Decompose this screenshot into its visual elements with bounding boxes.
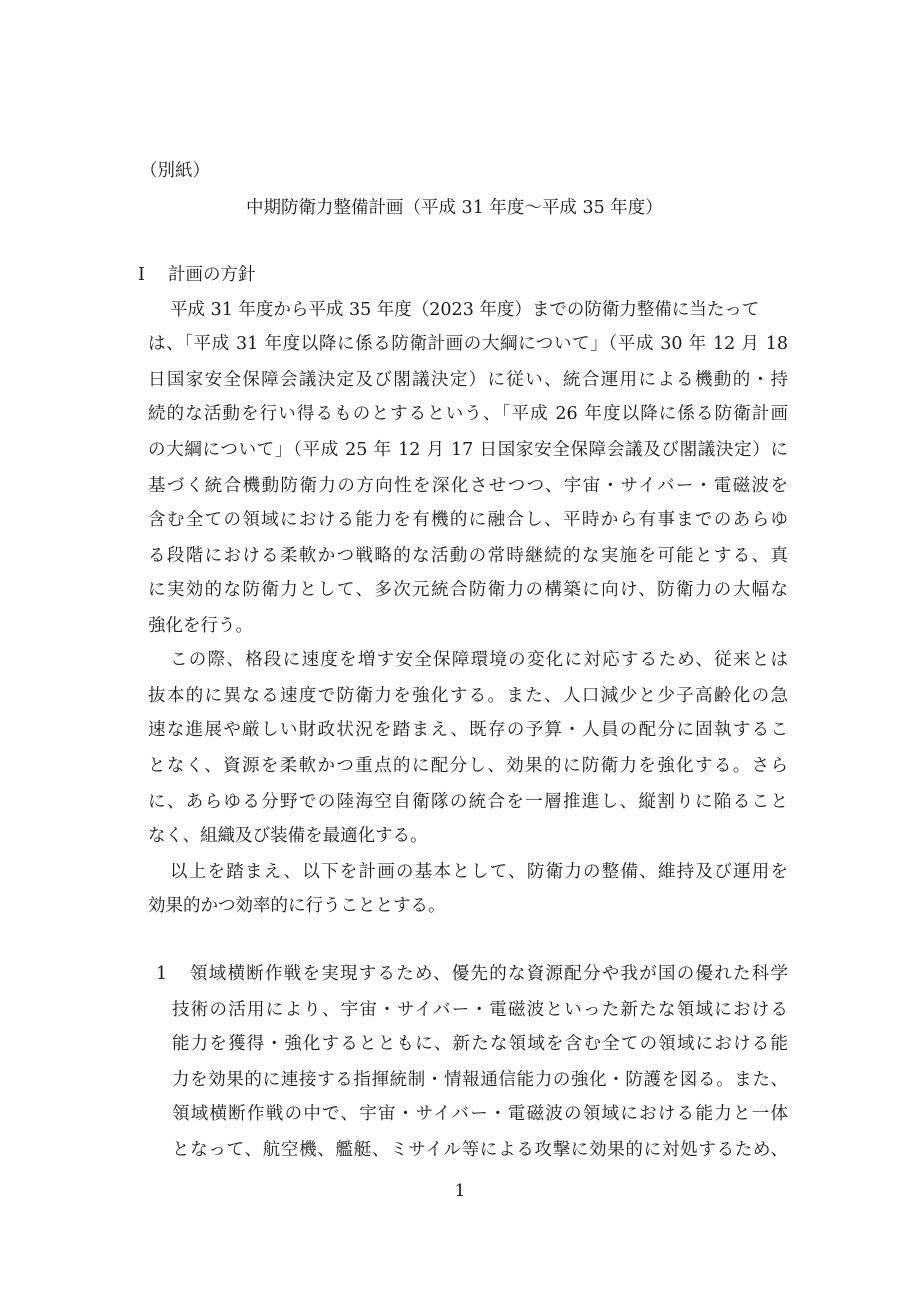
paragraph-2-line-4: となく、資源を柔軟かつ重点的に配分し、効果的に防衛力を強化する。さら [148,756,788,776]
paragraph-1-line-9: に実効的な防衛力として、多次元統合防衛力の構築に向け、防衛力の大幅な [148,580,788,600]
item-1-line-1: 領域横断作戦を実現するため、優先的な資源配分や我が国の優れた科学 [190,964,788,984]
paragraph-1-line-4: 続的な活動を行い得るものとするという、「平成 26 年度以降に係る防衛計画 [148,404,788,424]
paragraph-3-line-1: 以上を踏まえ、以下を計画の基本として、防衛力の整備、維持及び運用を [170,862,788,882]
paragraph-1-line-3: 日国家安全保障会議決定及び閣議決定）に従い、統合運用による機動的・持 [148,370,788,390]
paragraph-1-line-1: 平成 31 年度から平成 35 年度（2023 年度）までの防衛力整備に当たって [170,300,760,320]
item-1-line-4: 力を効果的に連接する指揮統制・情報通信能力の強化・防護を図る。また、 [172,1070,788,1090]
section-heading [138,267,256,285]
item-1-line-3: 能力を獲得・強化するとともに、新たな領域を含む全ての領域における能 [172,1034,788,1054]
paragraph-2-line-2: 抜本的に異なる速度で防衛力を強化する。また、人口減少と少子高齢化の急 [148,686,788,706]
page-number: 1 [454,1181,466,1201]
document-title: 中期防衛力整備計画（平成 31 年度～平成 35 年度） [246,198,663,218]
paragraph-1-line-10: 強化を行う。 [148,616,253,636]
item-1-line-5: 領域横断作戦の中で、宇宙・サイバー・電磁波の領域における能力と一体 [172,1104,788,1124]
item-1-number: 1 [156,964,168,984]
paragraph-3-line-2: 効果的かつ効率的に行うこととする。 [148,896,446,916]
paragraph-1-line-8: る段階における柔軟かつ戦略的な活動の常時継続的な実施を可能とする、真 [148,546,788,566]
paragraph-2-line-3: 速な進展や厳しい財政状況を踏まえ、既存の予算・人員の配分に固執するこ [148,720,788,740]
paragraph-2-line-1: この際、格段に速度を増す安全保障環境の変化に対応するため、従来とは [170,650,788,670]
section-label: 計画の方針 [168,265,256,285]
paragraph-1-line-2: は、「平成 31 年度以降に係る防衛計画の大綱について」（平成 30 年 12 月 18 [148,334,788,354]
attachment-label: （別紙） [140,161,210,181]
paragraph-1-line-5: の大綱について」（平成 25 年 12 月 17 日国家安全保障会議及び閣議決定）に [148,440,788,460]
item-1-line-2: 技術の活用により、宇宙・サイバー・電磁波といった新たな領域における [172,1000,788,1020]
item-1-line-6: となって、航空機、艦艇、ミサイル等による攻撃に効果的に対処するため、 [172,1140,788,1160]
paragraph-1-line-7: 含む全ての領域における能力を有機的に融合し、平時から有事までのあらゆ [148,510,788,530]
paragraph-1-line-6: 基づく統合機動防衛力の方向性を深化させつつ、宇宙・サイバー・電磁波を [148,476,788,496]
paragraph-2-line-6: なく、組織及び装備を最適化する。 [148,826,428,846]
section-number: Ⅰ [138,265,145,285]
paragraph-2-line-5: に、あらゆる分野での陸海空自衛隊の統合を一層推進し、縦割りに陥ること [148,792,788,812]
